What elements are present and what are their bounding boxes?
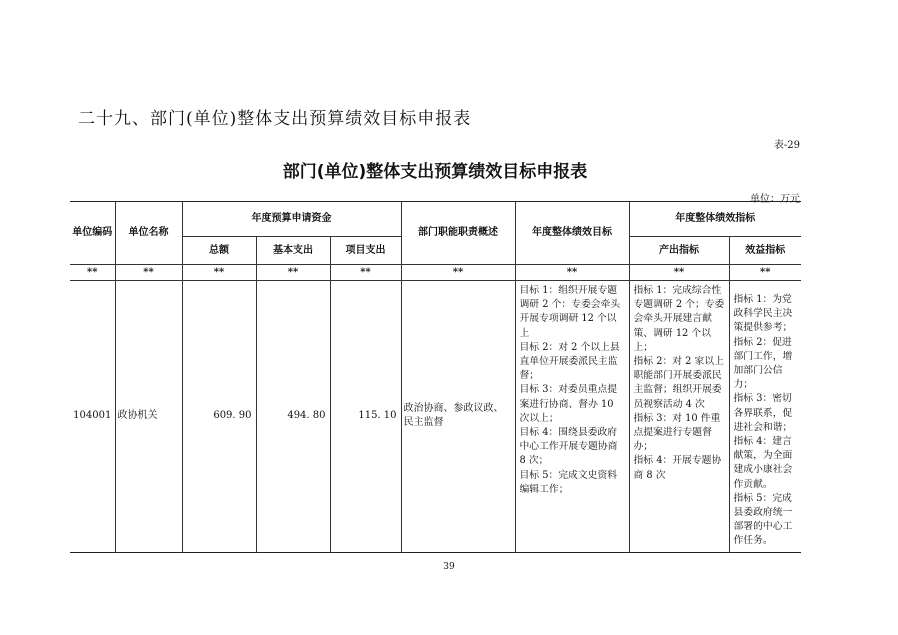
code-cell: ** bbox=[115, 265, 182, 281]
code-cell: ** bbox=[70, 265, 115, 281]
table-row bbox=[70, 281, 801, 553]
header-total: 总额 bbox=[182, 237, 256, 265]
code-cell: ** bbox=[729, 265, 801, 281]
code-row bbox=[70, 265, 801, 281]
table-title: 部门(单位)整体支出预算绩效目标申报表 bbox=[282, 162, 588, 182]
header-indicators-group: 年度整体绩效指标 bbox=[629, 202, 801, 237]
code-cell: ** bbox=[515, 265, 629, 281]
goal-item: 目标 1：组织开展专题调研 2 个：专委会牵头开展专项调研 12 个以上 bbox=[519, 285, 621, 339]
header-benefit: 效益指标 bbox=[729, 237, 801, 265]
goal-item: 目标 4：围绕县委政府中心工作开展专题协商 8 次； bbox=[519, 427, 618, 467]
section-heading: 二十九、部门(单位)整体支出预算绩效目标申报表 bbox=[78, 109, 472, 129]
benefit-item: 指标 5：完成县委政府统一部署的中心工作任务。 bbox=[733, 492, 793, 547]
header-goals: 年度整体绩效目标 bbox=[515, 202, 629, 265]
output-item: 指标 4：开展专题协商 8 次 bbox=[633, 455, 722, 481]
header-basic: 基本支出 bbox=[256, 237, 330, 265]
header-budget-group: 年度预算申请资金 bbox=[182, 202, 401, 237]
benefit-item: 指标 2：促进部门工作，增加部门公信力； bbox=[733, 336, 793, 391]
goal-item: 目标 3：对委员重点提案进行协商、督办 10 次以上； bbox=[519, 384, 618, 424]
output-indicators-cell bbox=[629, 281, 729, 553]
output-item: 指标 3：对 10 件重点提案进行专题督办； bbox=[633, 412, 721, 453]
goals-cell bbox=[515, 281, 629, 553]
basic-cell: 494. 80 bbox=[256, 281, 330, 553]
code-cell: ** bbox=[629, 265, 729, 281]
performance-target-table bbox=[70, 201, 801, 553]
benefit-item: 指标 3：密切各界联系，促进社会和谐； bbox=[733, 393, 793, 433]
output-item: 指标 1：完成综合性专题调研 2 个；专委会牵头开展建言献策、调研 12 个以上； bbox=[633, 285, 725, 353]
benefit-item: 指标 4：建言献策，为全面建成小康社会作贡献。 bbox=[733, 436, 793, 490]
code-cell: ** bbox=[182, 265, 256, 281]
unit-label: 单位：万元 bbox=[750, 194, 800, 205]
goal-item: 目标 2：对 2 个以上县直单位开展委派民主监督； bbox=[519, 341, 620, 382]
output-item: 指标 2：对 2 家以上职能部门开展委派民主监督；组织开展委员视察活动 4 次 bbox=[633, 356, 724, 410]
code-cell: ** bbox=[401, 265, 515, 281]
total-cell: 609. 90 bbox=[182, 281, 256, 553]
header-row-1 bbox=[70, 202, 801, 237]
project-cell: 115. 10 bbox=[330, 281, 401, 553]
header-project: 项目支出 bbox=[330, 237, 401, 265]
header-unit-name: 单位名称 bbox=[115, 202, 182, 265]
table-number: 表-29 bbox=[773, 140, 800, 151]
header-duties: 部门职能职责概述 bbox=[401, 202, 515, 265]
goal-item: 目标 5：完成文史资料编辑工作； bbox=[519, 469, 618, 495]
unit-name-cell: 政协机关 bbox=[115, 281, 182, 553]
code-cell: ** bbox=[330, 265, 401, 281]
unit-code-cell: 104001 bbox=[70, 281, 115, 553]
header-unit-code: 单位编码 bbox=[70, 202, 115, 265]
page-number: 39 bbox=[443, 562, 455, 572]
benefit-indicators-cell bbox=[729, 281, 801, 553]
code-cell: ** bbox=[256, 265, 330, 281]
header-output: 产出指标 bbox=[629, 237, 729, 265]
benefit-item: 指标 1：为党政科学民主决策提供参考； bbox=[733, 294, 793, 334]
duties-cell: 政治协商、参政议政、民主监督 bbox=[401, 281, 515, 553]
